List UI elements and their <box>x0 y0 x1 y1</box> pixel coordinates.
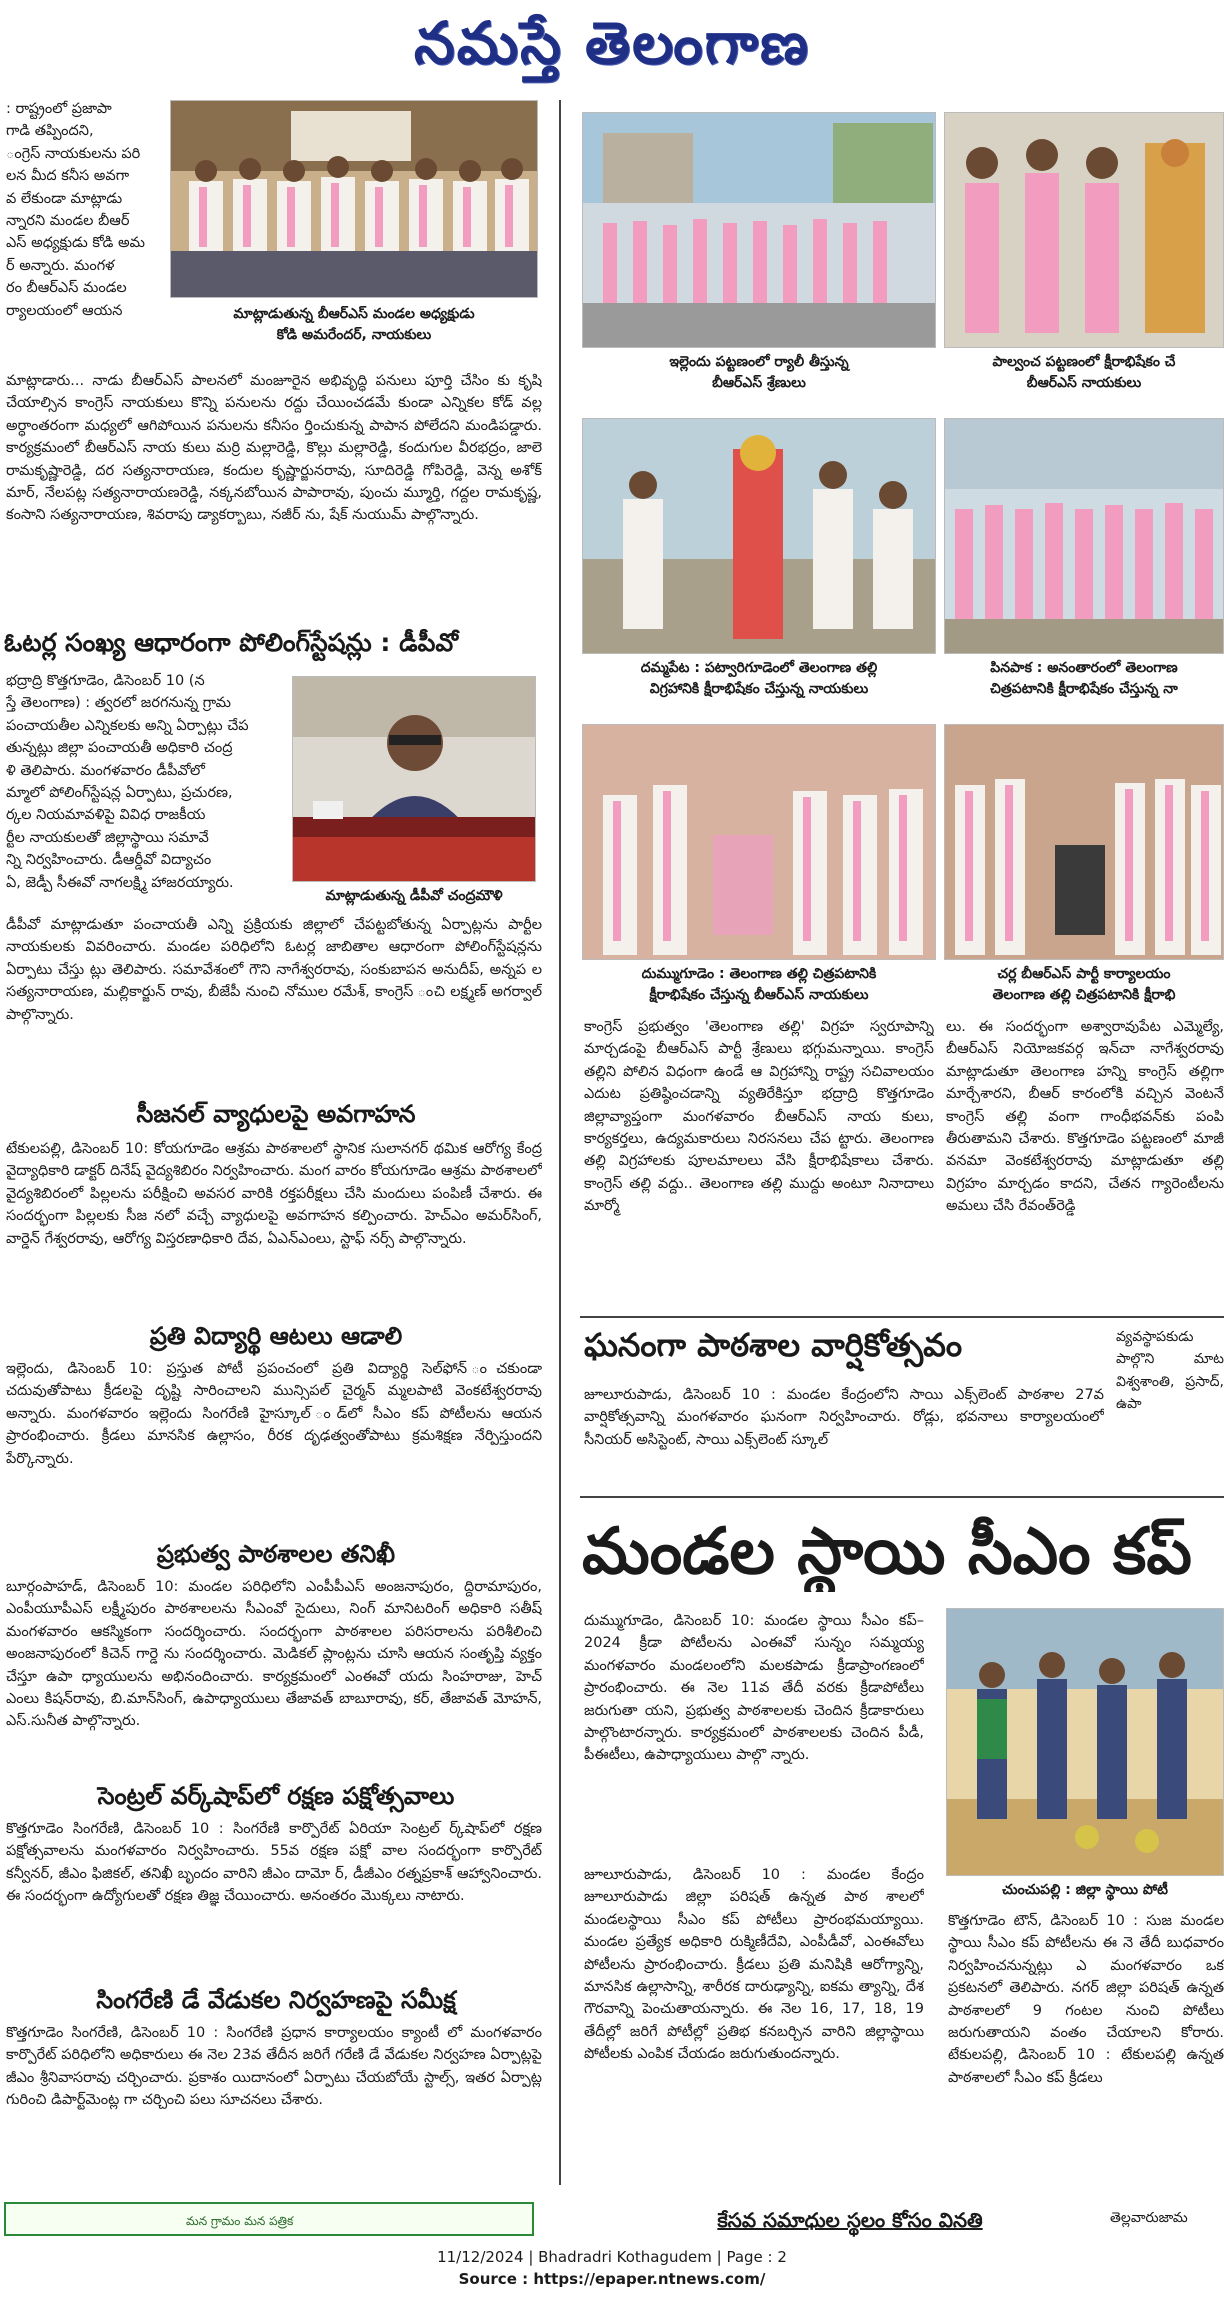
text-line: లన మీద కనీస అవగా <box>6 168 130 185</box>
caption-line: విగ్రహానికి క్షీరాభిషేకం చేస్తున్న నాయకులు <box>649 681 869 697</box>
photo-caption-rally <box>582 352 936 398</box>
text-paragraph: మాట్లాడారు... నాడు బీఆర్ఎస్ పాలనలో మంజూరైన అభివృద్ధి పనులు పూర్తి చేసిం కు కృషి చేయాల్సిన కాంగ్రెస్ నాయకులు కొన్ని పనులను రద్దు చేయించడమే కుండా ఎన్నికల కోడ్ వల్ల అర్ధాంతరంగా మధ్యలో ఆగిపోయిన పనులను కనీసం ర్తించుకున్న పాపాన పోలేదని మండిపడ్డారు. కార్యక్రమంలో బీఆర్ఎస్ నాయ కులు మర్రి మల్లారెడ్డి, కొల్లు మల్లారెడ్డి, కందుగుల వీరభద్రం, జాలె రామకృష్ణారెడ్డి, దర సత్యనారాయణ, కందుల కృష్ణార్జునరావు, సూదిరెడ్డి గోపిరెడ్డి, వెన్న అశోక్ మార్, నేలపట్ల సత్యనారాయణరెడ్డి, నక్కనబోయిన పాపారావు, పుంచు మ్మూర్తి, గద్దల రామకృష్ణ, కంసాని సత్యనారాయణ, శివరాపు డ్యాకర్బాబు, నజీర్ ను, షేక్ నుయుమ్ పాల్గొన్నారు. <box>6 373 542 524</box>
text-line: ంగ్రెస్ నాయకులను పరి <box>6 145 141 162</box>
text-line: ఏ, జెడ్పీ సీఈవో నాగలక్ష్మి హాజరయ్యారు. <box>6 874 234 891</box>
headline-cm-cup: మండల స్థాయి సీఎం కప్ <box>582 1515 1192 1589</box>
dpo-photo-illustration <box>293 677 536 882</box>
school-anniversary-body <box>584 1384 1104 1484</box>
text-line: పంచాయతీల ఎన్నికలకు అన్ని ఏర్పాట్లు చేప <box>6 717 249 734</box>
section-divider <box>580 1316 1224 1318</box>
photo-caption-meeting <box>170 304 538 350</box>
dummugudem-photo-illustration <box>583 725 936 960</box>
headline-safety-fortnight: సెంట్రల్ వర్క్‌షాప్‌లో రక్షణ పక్షోత్సవాలు <box>97 1782 455 1810</box>
story3-body <box>6 1358 542 1538</box>
story2-body <box>6 1138 542 1318</box>
intro-text-continued <box>6 370 542 618</box>
story1-lead <box>6 670 286 912</box>
story5-body <box>6 1818 542 1978</box>
palvancha-photo-illustration <box>945 113 1224 348</box>
story1-body <box>6 914 542 1090</box>
story4-body <box>6 1576 542 1776</box>
text-paragraph: ఇల్లెందు, డిసెంబర్ 10: ప్రస్తుత పోటీ ప్రపంచంలో ప్రతి విద్యార్థి సెల్‌ఫోన్ ంచకుండా చదువుతోపాటు క్రీడలపై దృష్టి సారించాలని మున్సిపల్ చైర్మన్ మ్మలపాటి వెంకటేశ్వరరావు అన్నారు. మంగళవారం ఇల్లెందు సింగరేణి హైస్కూల్ ండ్‌లో సీఎం కప్ పోటీలను ఆయన ప్రారంభించారు. క్రీడలు మానసిక ఉల్లాసం, రీరక దృఢత్వంతోపాటు క్రమశిక్షణ నేర్పిస్తుందని పేర్కొన్నారు. <box>6 1361 542 1467</box>
column-divider <box>559 100 561 2185</box>
photo-brs-meeting <box>170 100 538 298</box>
caption-line: క్షీరాభిషేకం చేస్తున్న బీఆర్ఎస్ నాయకులు <box>649 987 869 1003</box>
caption-line: తెలంగాణ తల్లి చిత్రపటానికి క్షీరాభి <box>992 987 1176 1003</box>
headline-polling-stations: ఓటర్ల సంఖ్య ఆధారంగా పోలింగ్‌స్టేషన్లు : డీపీవో <box>4 628 459 657</box>
text-line: స్తే తెలంగాణ) : త్వరలో జరగనున్న గ్రామ <box>6 695 231 712</box>
caption-line: చర్ల బీఆర్ఎస్ పార్టీ కార్యాలయం <box>997 966 1171 982</box>
cm-cup-body-2 <box>584 1864 924 2172</box>
page-footer <box>0 2246 1224 2296</box>
photo-caption-cm-cup: చుంచుపల్లి : జిల్లా స్థాయి పోటీ <box>1002 1882 1168 1898</box>
text-line: న్ని నిర్వహించారు. డీఆర్డీవో విద్యాచం <box>6 852 212 869</box>
footer-edition-line: 11/12/2024 | Bhadradri Kothagudem | Page : 2 <box>437 2248 787 2266</box>
school-anniversary-side <box>1116 1326 1224 1486</box>
photo-caption-charla <box>944 964 1224 1010</box>
caption-line: బీఆర్ఎస్ నాయకులు <box>1026 375 1142 391</box>
text-line: : రాష్ట్రంలో ప్రజాపా <box>6 101 112 117</box>
headline-school-inspection: ప్రభుత్వ పాఠశాలల తనిఖీ <box>156 1540 396 1568</box>
text-line: న్నారని మండల బీఆర్ <box>6 213 130 230</box>
text-line: ళి తెలిపారు. మంగళవారం డీపీవోలో <box>6 762 205 779</box>
headline-school-anniversary: ఘనంగా పాఠశాల వార్షికోత్సవం <box>584 1326 963 1364</box>
masthead-title: నమస్తే తెలంగాణ <box>414 9 810 77</box>
bottom-teaser-right: తెల్లవారుజామ <box>1110 2210 1188 2226</box>
text-line: ఎస్ అధ్యక్షుడు కోడి అమ <box>6 235 145 252</box>
advertisement-strip <box>4 2202 534 2236</box>
text-line: గాడి తప్పిందని, <box>6 123 94 140</box>
text-line: ర్ అన్నారు. మంగళ <box>6 257 115 274</box>
caption-line: పాల్వంచ పట్టణంలో క్షీరాభిషేకం చే <box>992 354 1176 370</box>
caption-line: బీఆర్ఎస్ శ్రేణులు <box>712 375 806 391</box>
text-paragraph: జూలూరుపాడు, డిసెంబర్ 10 : మండల కేంద్రంలోని సాయి ఎక్స్‌లెంట్ పాఠశాల 27వ వార్షికోత్సవాన్ని మంగళవారం ఘనంగా నిర్వహించారు. రోడ్లు, భవనాలు కార్యాలయంలో సీనియర్ అసిస్టెంట్, సాయి ఎక్స్‌లెంట్ స్కూల్ <box>584 1387 1104 1448</box>
text-paragraph: వ్యవస్థాపకుడు పాల్గొని మాట విశ్వశాంతి, ప్రసాద్, ఉపా <box>1116 1329 1224 1413</box>
text-paragraph: జూలూరుపాడు, డిసెంబర్ 10 : మండల కేంద్రం జూలూరుపాడు జిల్లా పరిషత్ ఉన్నత పాఠ శాలలో మండలస్థాయి సీఎం కప్ పోటీలు ప్రారంభమయ్యాయి. మండల ప్రత్యేక అధికారి రుక్మిణీదేవి, ఎంపీడీవో, ఎంఈవోలు పోటీలను ప్రారంభించారు. క్రీడలు ప్రతి మనిషికి ఆరోగ్యాన్ని, మానసిక ఉల్లాసాన్ని, శారీరక దారుఢ్యాన్ని, ఐకమ త్యాన్ని, దేశ గౌరవాన్ని పెంచుతాయన్నారు. ఈ నెల 16, 17, 18, 19 తేదీల్లో జరిగే పోటీల్లో ప్రతిభ కనబర్చిన వారిని జిల్లాస్థాయి పోటీలకు ఎంపిక చేయడం జరుగుతుందన్నారు. <box>584 1867 924 2063</box>
text-line: ర్కల నియమావళిపై వివిధ రాజకీయ <box>6 807 206 824</box>
dammapeta-photo-illustration <box>583 419 936 654</box>
text-paragraph: కొత్తగూడెం సింగరేణి, డిసెంబర్ 10 : సింగరేణి కార్పొరేట్ ఏరియా సెంట్రల్ ర్క్‌షాప్‌లో రక్షణ పక్షోత్సవాలను మంగళవారం నిర్వహించారు. 55వ రక్షణ పక్షో వాల సందర్భంగా కార్పొరేట్ కన్వీనర్, జీఎం ఫిజికల్, తనిఖీ బృందం వారిని జీఎం దామో ర్, డీజీఎం రత్నప్రకాశ్ ఆహ్వానించారు. ఈ సందర్భంగా ఉద్యోగులతో రక్షణ తిజ్ఞ చేయించారు. అనంతరం మొక్కలు నాటారు. <box>6 1821 542 1905</box>
photo-dpo <box>292 676 536 882</box>
text-line: భద్రాద్రి కొత్తగూడెం, డిసెంబర్ 10 (న <box>6 673 205 689</box>
text-paragraph: కాంగ్రెస్ ప్రభుత్వం 'తెలంగాణ తల్లి' విగ్రహ స్వరూపాన్ని మార్చడంపై బీఆర్ఎస్ పార్టీ శ్రేణులు భగ్గుమన్నాయి. కాంగ్రెస్ తల్లిని పోలిన విధంగా ఉండే ఆ విగ్రహాన్ని రాష్ట్ర సచివాలయం ఎదుట ప్రతిష్ఠించడాన్ని వ్యతిరేకిస్తూ భద్రాద్రి కొత్తగూడెం జిల్లావ్యాప్తంగా మంగళవారం బీఆర్ఎస్ నాయ కులు, కార్యకర్తలు, ఉద్యమకారులు నిరసనలు చేప ట్టారు. తెలంగాణ తల్లి విగ్రహాలకు పూలమాలలు వేసి క్షీరాభిషేకాలు చేశారు. కాంగ్రెస్ తల్లి వద్దు.. తెలంగాణ తల్లి ముద్దు అంటూ నినాదాలు మార్మో <box>584 1019 934 1215</box>
headline-students-games: ప్రతి విద్యార్థి ఆటలు ఆడాలి <box>149 1322 403 1350</box>
text-line: వ లేకుండా మాట్లాడు <box>6 190 123 207</box>
text-line: రం బీఆర్ఎస్ మండల <box>6 280 127 297</box>
text-paragraph: కొత్తగూడెం సింగరేణి, డిసెంబర్ 10 : సింగరేణి ప్రధాన కార్యాలయం క్యాంటీ లో మంగళవారం కార్పొరేట్ పరిధిలోని అధికారులు ఈ నెల 23వ తేదీన జరిగే గరేణి డే వేడుకల నిర్వహణ ఏర్పాట్లపై జీఎం శ్రీనివాసరావు చర్చించారు. ప్రకాశం యిదానంలో ఏర్పాటు చేయబోయే స్టాల్స్, ఇతర ఏర్పాట్ల గురించి డిపార్ట్‌మెంట్ల గా చర్చించి పలు సూచనలు చేశారు. <box>6 2025 542 2109</box>
photo-rally-yellandu <box>582 112 936 348</box>
bottom-teaser: కేసవ సమాధుల స్థలం కోసం వినతి <box>717 2208 983 2232</box>
rally-photo-illustration <box>583 113 936 348</box>
section-divider-2 <box>580 1496 1224 1498</box>
photo-pinapaka <box>944 418 1224 654</box>
caption-line: కోడి అమరేందర్, నాయకులు <box>276 327 432 343</box>
headline-seasonal-diseases: సీజనల్ వ్యాధులపై అవగాహన <box>136 1100 416 1128</box>
text-paragraph: బూర్గంపాహడ్, డిసెంబర్ 10: మండల పరిధిలోని ఎంపీపీఎస్ అంజనాపురం, ద్దిరామాపురం, ఎంపీయూపీఎస్ లక్ష్మీపురం పాఠశాలలను సీఎంవో సైదులు, నింగ్ మానిటరింగ్ అధికారి సతీష్ మంగళవారం ఆకస్మికంగా సందర్శించారు. సందర్భంగా పాఠశాలల పరిసరాలను పరిశీలించి అంజనాపురంలో కిచెన్ గార్డె ను సందర్శించారు. మెడికల్ ప్లాంట్లను చూసి ఆయన సంతృప్తి వ్యక్తం చేస్తూ ఉపా ధ్యాయులను అభినందించారు. కార్యక్రమంలో ఎంఈవో యదు సింహరాజు, హెచ్ ఎంలు కిషన్‌రావు, బి.మాన్‌సింగ్, ఉపాధ్యాయులు తేజావత్ బాబూరావు, కర్, తేజావత్ మోహన్, ఎస్.సునీత పాల్గొన్నారు. <box>6 1579 542 1730</box>
intro-text-narrow <box>6 98 164 368</box>
headline-singareni-day: సింగరేణి డే వేడుకల నిర్వహణపై సమీక్ష <box>96 1986 456 2014</box>
caption-line: మాట్లాడుతున్న బీఆర్ఎస్ మండల అధ్యక్షుడు <box>233 306 475 322</box>
text-line: ర్టీల నాయకులతో జిల్లాస్థాయి సమావే <box>6 829 209 846</box>
photo-caption-dammapeta <box>582 658 936 704</box>
text-line: తున్నట్లు జిల్లా పంచాయతీ అధికారి చంద్ర <box>6 740 233 757</box>
photo-dammapeta-statue <box>582 418 936 654</box>
text-paragraph: డీపీవో మాట్లాడుతూ పంచాయతీ ఎన్ని ప్రక్రియకు జిల్లాలో చేపట్టబోతున్న ఏర్పాట్లను పార్టీల నాయకులకు వివరించారు. మండల పరిధిలోని ఓటర్ల జాబితాల ఆధారంగా పోలింగ్‌స్టేషన్లను ఏర్పాటు చేస్తు ట్లు తెలిపారు. సమావేశంలో గౌని నాగేశ్వరరావు, సంకుబాపన అనుదీప్, అన్నప ల సత్యనారాయణ, మల్లికార్జున్ రావు, బీజేపీ నుంచి నోముల రమేశ్, కాంగ్రెస్ ంచి లక్ష్మణ్ అగర్వాల్ పాల్గొన్నారు. <box>6 917 542 1023</box>
caption-line: ఇల్లెందు పట్టణంలో ర్యాలీ తీస్తున్న <box>669 354 849 370</box>
telangana-talli-story-a <box>584 1016 934 1310</box>
masthead <box>0 0 1224 86</box>
caption-line: చిత్రపటానికి క్షీరాభిషేకం చేస్తున్న నా <box>990 681 1178 697</box>
photo-caption-dpo: మాట్లాడుతున్న డీపీవో చంద్రమౌళి <box>325 888 503 904</box>
telangana-talli-story-b <box>946 1016 1224 1310</box>
pinapaka-photo-illustration <box>945 419 1224 654</box>
text-paragraph: కొత్తగూడెం టౌన్, డిసెంబర్ 10 : సుజ మండల స్థాయి సీఎం కప్ పోటీలను ఈ నె తేదీ బుధవారం నిర్వహించనున్నట్లు ఎ మంగళవారం ఒక ప్రకటనలో తెలిపారు. నగర్ జిల్లా పరిషత్ ఉన్నత పాఠశాలలో 9 గంటల నుంచి పోటీలు జరుగుతాయని వంతం చేయాలని కోరారు. టేకులపల్లి, డిసెంబర్ 10 : టేకులపల్లి ఉన్నత పాఠశాలలో సీఎం కప్ క్రీడలు <box>948 1913 1224 2086</box>
photo-caption-pinapaka <box>944 658 1224 704</box>
cm-cup-side-text <box>948 1910 1224 2172</box>
sports-photo-illustration <box>947 1609 1224 1876</box>
meeting-photo-illustration <box>171 101 538 298</box>
photo-palvancha-abhishekam <box>944 112 1224 348</box>
text-paragraph: దుమ్ముగూడెం, డిసెంబర్ 10: మండల స్థాయి సీఎం కప్–2024 క్రీడా పోటీలను ఎంఈవో సున్నం సమ్మయ్య మంగళవారం మండలంలోని మలకపాడు క్రీడాప్రాంగణంలో ప్రారంభించారు. ఈ నెల 11వ తేదీ వరకు క్రీడాపోటీలు జరుగుతా యని, ప్రభుత్వ పాఠశాలలకు చెందిన క్రీడాకారులు పాల్గొంటారన్నారు. కార్యక్రమంలో పాఠశాలలకు చెందిన పీడీ, పీఈటీలు, ఉపాధ్యాయులు పాల్గొ న్నారు. <box>584 1613 924 1764</box>
photo-caption-palvancha <box>944 352 1224 398</box>
photo-cm-cup-chunchupalli <box>946 1608 1224 1876</box>
photo-charla <box>944 724 1224 960</box>
story6-body <box>6 2022 542 2172</box>
caption-line: దుమ్ముగూడెం : తెలంగాణ తల్లి చిత్రపటానికి <box>641 966 877 982</box>
caption-line: పినపాక : అనంతారంలో తెలంగాణ <box>990 660 1178 676</box>
charla-photo-illustration <box>945 725 1224 960</box>
text-line: ర్యాలయంలో ఆయన <box>6 302 123 319</box>
ad-text: మన గ్రామం మన పత్రిక <box>186 2214 294 2228</box>
footer-source-link[interactable]: Source : https://epaper.ntnews.com/ <box>458 2270 766 2288</box>
photo-caption-dummugudem <box>582 964 936 1010</box>
text-paragraph: లు. ఈ సందర్భంగా అశ్వారావుపేట ఎమ్మెల్యే, బీఆర్ఎస్ నియోజకవర్గ ఇన్‌చా నాగేశ్వరరావు మాట్లాడుతూ తెలంగాణ హన్ని కాంగ్రెస్ తల్లిగా మార్చేశారని, బీఆర్ కారంలోకి వచ్చిన వెంటనే కాంగ్రెస్ తల్లి వంగా గాంధీభవన్‌కు పంపి తీరుతామని చేశారు. కొత్తగూడెం పట్టణంలో మాజీ వనమా వెంకటేశ్వరరావు మాట్లాడుతూ తల్లి విగ్రహం మార్చడం కాదని, చేతన గ్యారెంటీలను అమలు చేసి రేవంత్‌రెడ్డి <box>946 1019 1224 1215</box>
photo-dummugudem <box>582 724 936 960</box>
text-line: మ్మాలో పోలింగ్‌స్టేషన్ల ఏర్పాటు, ప్రచురణ, <box>6 785 233 802</box>
text-paragraph: టేకులపల్లి, డిసెంబర్ 10: కోయగూడెం ఆశ్రమ పాఠశాలలో స్థానిక సులానగర్ థమిక ఆరోగ్య కేంద్ర వైద్యాధికారి డాక్టర్ దినేష్ వైద్యశిబిరం నిర్వహించారు. మంగ వారం కోయగూడెం ఆశ్రమ పాఠశాలలో వైద్యశిబిరంలో పిల్లలను పరీక్షించి అవసర వారికి రక్తపరీక్షలు చేసి మందులు పంపిణీ చేశారు. ఈ సందర్భంగా పిల్లలకు సీజ నలో వచ్చే వ్యాధులపై అవగాహన కల్పించారు. హెచ్ఎం అమర్‌సింగ్, వార్డెన్ గేశ్వరరావు, ఆరోగ్య విస్తరణాధికారి దేవ, ఏఎన్ఎంలు, స్టాఫ్ నర్స్ పాల్గొన్నారు. <box>6 1141 542 1247</box>
caption-line: దమ్మపేట : పట్వారిగూడెంలో తెలంగాణ తల్లి <box>640 660 878 676</box>
cm-cup-body-1 <box>584 1610 924 1860</box>
